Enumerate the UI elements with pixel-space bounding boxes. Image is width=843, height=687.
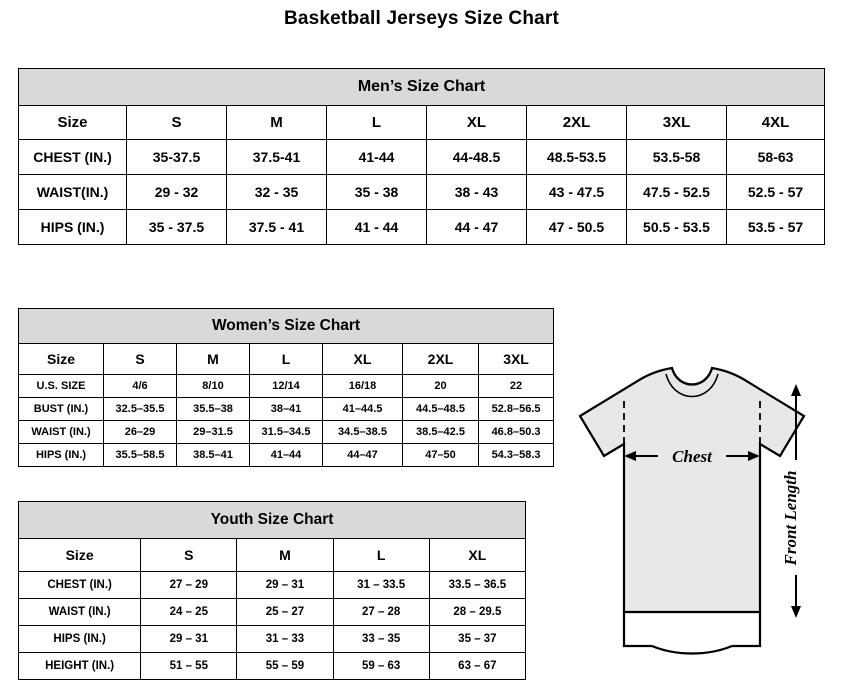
youth-height-m: 55 – 59 — [237, 653, 333, 680]
womens-chart-title: Women’s Size Chart — [19, 309, 554, 344]
womens-col-s: S — [104, 344, 177, 375]
youth-height-s: 51 – 55 — [141, 653, 237, 680]
mens-waist-2xl: 43 - 47.5 — [527, 175, 627, 210]
womens-chart-title-row — [19, 309, 554, 344]
womens-hips-l: 41–44 — [250, 444, 323, 467]
womens-bust-2xl: 44.5–48.5 — [403, 398, 479, 421]
youth-height-xl: 63 – 67 — [429, 653, 525, 680]
womens-bust-m: 35.5–38 — [177, 398, 250, 421]
mens-hips-2xl: 47 - 50.5 — [527, 210, 627, 245]
womens-waist-s: 26–29 — [104, 421, 177, 444]
mens-col-m: M — [227, 106, 327, 140]
mens-chest-3xl: 53.5-58 — [627, 140, 727, 175]
youth-col-size: Size — [19, 539, 141, 572]
chest-label: Chest — [672, 447, 712, 466]
mens-row-label-waist: WAIST(IN.) — [19, 175, 127, 210]
mens-chart-title-row — [19, 69, 825, 106]
womens-row-label-waist: WAIST (IN.) — [19, 421, 104, 444]
youth-hips-xl: 35 – 37 — [429, 626, 525, 653]
mens-header-row — [19, 106, 825, 140]
womens-header-row — [19, 344, 554, 375]
table-row — [19, 375, 554, 398]
womens-row-label-bust: BUST (IN.) — [19, 398, 104, 421]
mens-chest-2xl: 48.5-53.5 — [527, 140, 627, 175]
table-row — [19, 398, 554, 421]
table-row — [19, 444, 554, 467]
mens-hips-s: 35 - 37.5 — [127, 210, 227, 245]
youth-waist-m: 25 – 27 — [237, 599, 333, 626]
youth-chest-xl: 33.5 – 36.5 — [429, 572, 525, 599]
youth-chest-s: 27 – 29 — [141, 572, 237, 599]
mens-col-l: L — [327, 106, 427, 140]
mens-hips-3xl: 50.5 - 53.5 — [627, 210, 727, 245]
table-row — [19, 421, 554, 444]
mens-col-size: Size — [19, 106, 127, 140]
womens-col-2xl: 2XL — [403, 344, 479, 375]
womens-row-label-us-size: U.S. SIZE — [19, 375, 104, 398]
jersey-outline-shape — [580, 368, 804, 612]
mens-waist-4xl: 52.5 - 57 — [727, 175, 825, 210]
table-row — [19, 175, 825, 210]
youth-col-m: M — [237, 539, 333, 572]
mens-hips-l: 41 - 44 — [327, 210, 427, 245]
mens-chest-4xl: 58-63 — [727, 140, 825, 175]
womens-waist-m: 29–31.5 — [177, 421, 250, 444]
youth-chart-title-row — [19, 502, 526, 539]
mens-chest-l: 41-44 — [327, 140, 427, 175]
womens-ussize-l: 12/14 — [250, 375, 323, 398]
youth-waist-l: 27 – 28 — [333, 599, 429, 626]
youth-height-l: 59 – 63 — [333, 653, 429, 680]
youth-chest-m: 29 – 31 — [237, 572, 333, 599]
mens-waist-xl: 38 - 43 — [427, 175, 527, 210]
youth-row-label-hips: HIPS (IN.) — [19, 626, 141, 653]
mens-waist-l: 35 - 38 — [327, 175, 427, 210]
womens-row-label-hips: HIPS (IN.) — [19, 444, 104, 467]
table-row — [19, 140, 825, 175]
youth-chest-l: 31 – 33.5 — [333, 572, 429, 599]
mens-chest-m: 37.5-41 — [227, 140, 327, 175]
mens-waist-3xl: 47.5 - 52.5 — [627, 175, 727, 210]
youth-row-label-waist: WAIST (IN.) — [19, 599, 141, 626]
jersey-measurement-diagram — [548, 360, 836, 670]
womens-waist-3xl: 46.8–50.3 — [479, 421, 554, 444]
youth-header-row — [19, 539, 526, 572]
womens-ussize-2xl: 20 — [403, 375, 479, 398]
youth-waist-xl: 28 – 29.5 — [429, 599, 525, 626]
womens-bust-l: 38–41 — [250, 398, 323, 421]
page-title: Basketball Jerseys Size Chart — [283, 8, 560, 29]
youth-hips-l: 33 – 35 — [333, 626, 429, 653]
womens-hips-2xl: 47–50 — [403, 444, 479, 467]
mens-chest-xl: 44-48.5 — [427, 140, 527, 175]
womens-waist-2xl: 38.5–42.5 — [403, 421, 479, 444]
mens-col-3xl: 3XL — [627, 106, 727, 140]
youth-chart-title: Youth Size Chart — [19, 502, 526, 539]
table-row — [19, 572, 526, 599]
womens-ussize-3xl: 22 — [479, 375, 554, 398]
youth-hips-m: 31 – 33 — [237, 626, 333, 653]
table-row — [19, 626, 526, 653]
womens-waist-xl: 34.5–38.5 — [323, 421, 403, 444]
mens-col-2xl: 2XL — [527, 106, 627, 140]
youth-waist-s: 24 – 25 — [141, 599, 237, 626]
youth-col-xl: XL — [429, 539, 525, 572]
youth-col-s: S — [141, 539, 237, 572]
mens-hips-xl: 44 - 47 — [427, 210, 527, 245]
womens-waist-l: 31.5–34.5 — [250, 421, 323, 444]
womens-hips-3xl: 54.3–58.3 — [479, 444, 554, 467]
mens-chart-title: Men’s Size Chart — [19, 69, 825, 106]
mens-row-label-hips: HIPS (IN.) — [19, 210, 127, 245]
table-row — [19, 210, 825, 245]
womens-col-m: M — [177, 344, 250, 375]
womens-ussize-s: 4/6 — [104, 375, 177, 398]
mens-chest-s: 35-37.5 — [127, 140, 227, 175]
womens-col-size: Size — [19, 344, 104, 375]
womens-hips-xl: 44–47 — [323, 444, 403, 467]
womens-col-3xl: 3XL — [479, 344, 554, 375]
mens-hips-4xl: 53.5 - 57 — [727, 210, 825, 245]
womens-col-xl: XL — [323, 344, 403, 375]
womens-bust-xl: 41–44.5 — [323, 398, 403, 421]
mens-col-xl: XL — [427, 106, 527, 140]
table-row — [19, 599, 526, 626]
womens-bust-s: 32.5–35.5 — [104, 398, 177, 421]
front-length-label: Front Length — [781, 470, 800, 566]
mens-col-s: S — [127, 106, 227, 140]
left-hem-tail — [624, 612, 652, 646]
womens-bust-3xl: 52.8–56.5 — [479, 398, 554, 421]
womens-size-chart-table — [18, 308, 554, 467]
womens-hips-s: 35.5–58.5 — [104, 444, 177, 467]
womens-ussize-m: 8/10 — [177, 375, 250, 398]
youth-row-label-chest: CHEST (IN.) — [19, 572, 141, 599]
youth-hips-s: 29 – 31 — [141, 626, 237, 653]
womens-hips-m: 38.5–41 — [177, 444, 250, 467]
right-hem-tail — [732, 612, 760, 646]
womens-col-l: L — [250, 344, 323, 375]
mens-row-label-chest: CHEST (IN.) — [19, 140, 127, 175]
youth-row-label-height: HEIGHT (IN.) — [19, 653, 141, 680]
bottom-hem-curve — [652, 646, 732, 654]
womens-ussize-xl: 16/18 — [323, 375, 403, 398]
mens-waist-m: 32 - 35 — [227, 175, 327, 210]
mens-size-chart-table — [18, 68, 825, 245]
mens-hips-m: 37.5 - 41 — [227, 210, 327, 245]
mens-waist-s: 29 - 32 — [127, 175, 227, 210]
youth-size-chart-table — [18, 501, 526, 680]
mens-col-4xl: 4XL — [727, 106, 825, 140]
youth-col-l: L — [333, 539, 429, 572]
table-row — [19, 653, 526, 680]
